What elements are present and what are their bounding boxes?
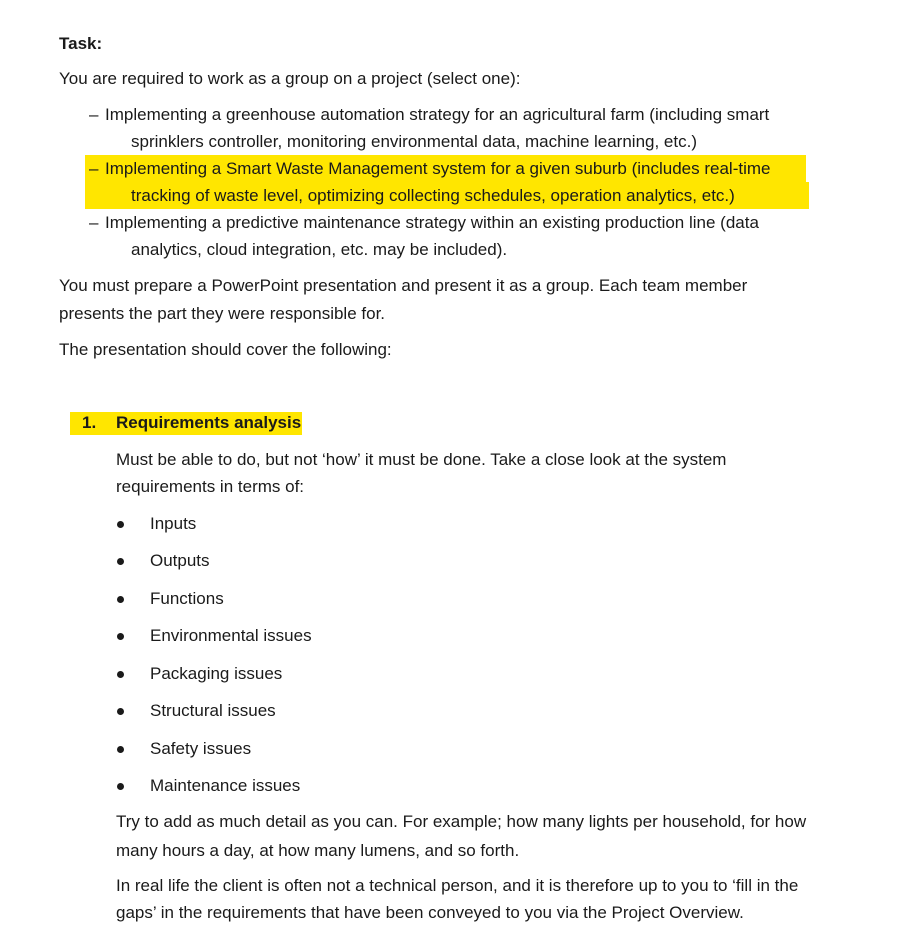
prepare-text-line2: presents the part they were responsible for. (59, 304, 386, 323)
bullet-text: Environmental issues (150, 626, 312, 645)
detail-text-line2: many hours a day, at how many lumens, and so forth. (116, 841, 520, 860)
prepare-text-line1: You must prepare a PowerPoint presentation and present it as a group. Each team member (59, 276, 748, 295)
dash-marker: – (89, 105, 99, 124)
detail-text-line1: Try to add as much detail as you can. For example; how many lights per household, for how (116, 812, 807, 831)
option-text-line2: analytics, cloud integration, etc. may be included). (131, 240, 508, 259)
section-desc-line1: Must be able to do, but not ‘how’ it must be done. Take a close look at the system (116, 450, 727, 469)
bullet-dot (117, 521, 124, 528)
cover-text: The presentation should cover the following: (59, 340, 392, 359)
option-text-line1: Implementing a Smart Waste Management system for a given suburb (includes real-time (105, 159, 771, 178)
bullet-text: Inputs (150, 514, 197, 533)
task-intro: You are required to work as a group on a project (select one): (59, 69, 521, 88)
bullet-text: Safety issues (150, 739, 252, 758)
bullet-dot (117, 633, 124, 640)
bullet-text: Packaging issues (150, 664, 283, 683)
section-title: Requirements analysis (116, 413, 302, 432)
bullet-text: Functions (150, 589, 224, 608)
client-text-line2: gaps’ in the requirements that have been conveyed to you via the Project Overview. (116, 903, 744, 922)
option-text-line1: Implementing a greenhouse automation strategy for an agricultural farm (including smart (105, 105, 770, 124)
option-text-line2: sprinklers controller, monitoring environmental data, machine learning, etc.) (131, 132, 697, 151)
option-text-line1: Implementing a predictive maintenance strategy within an existing production line (data (105, 213, 759, 232)
bullet-dot (117, 558, 124, 565)
bullet-text: Outputs (150, 551, 210, 570)
bullet-dot (117, 671, 124, 678)
bullet-dot (117, 596, 124, 603)
task-heading: Task: (59, 34, 103, 53)
bullet-text: Maintenance issues (150, 776, 301, 795)
bullet-dot (117, 746, 124, 753)
client-text-line1: In real life the client is often not a technical person, and it is therefore up to you to ‘fill in the (116, 876, 799, 895)
section-number: 1. (82, 413, 97, 432)
section-desc-line2: requirements in terms of: (116, 477, 305, 496)
dash-marker: – (89, 213, 99, 232)
bullet-text: Structural issues (150, 701, 276, 720)
option-text-line2: tracking of waste level, optimizing collecting schedules, operation analytics, etc.) (131, 186, 735, 205)
bullet-dot (117, 783, 124, 790)
dash-marker: – (89, 159, 99, 178)
bullet-dot (117, 708, 124, 715)
